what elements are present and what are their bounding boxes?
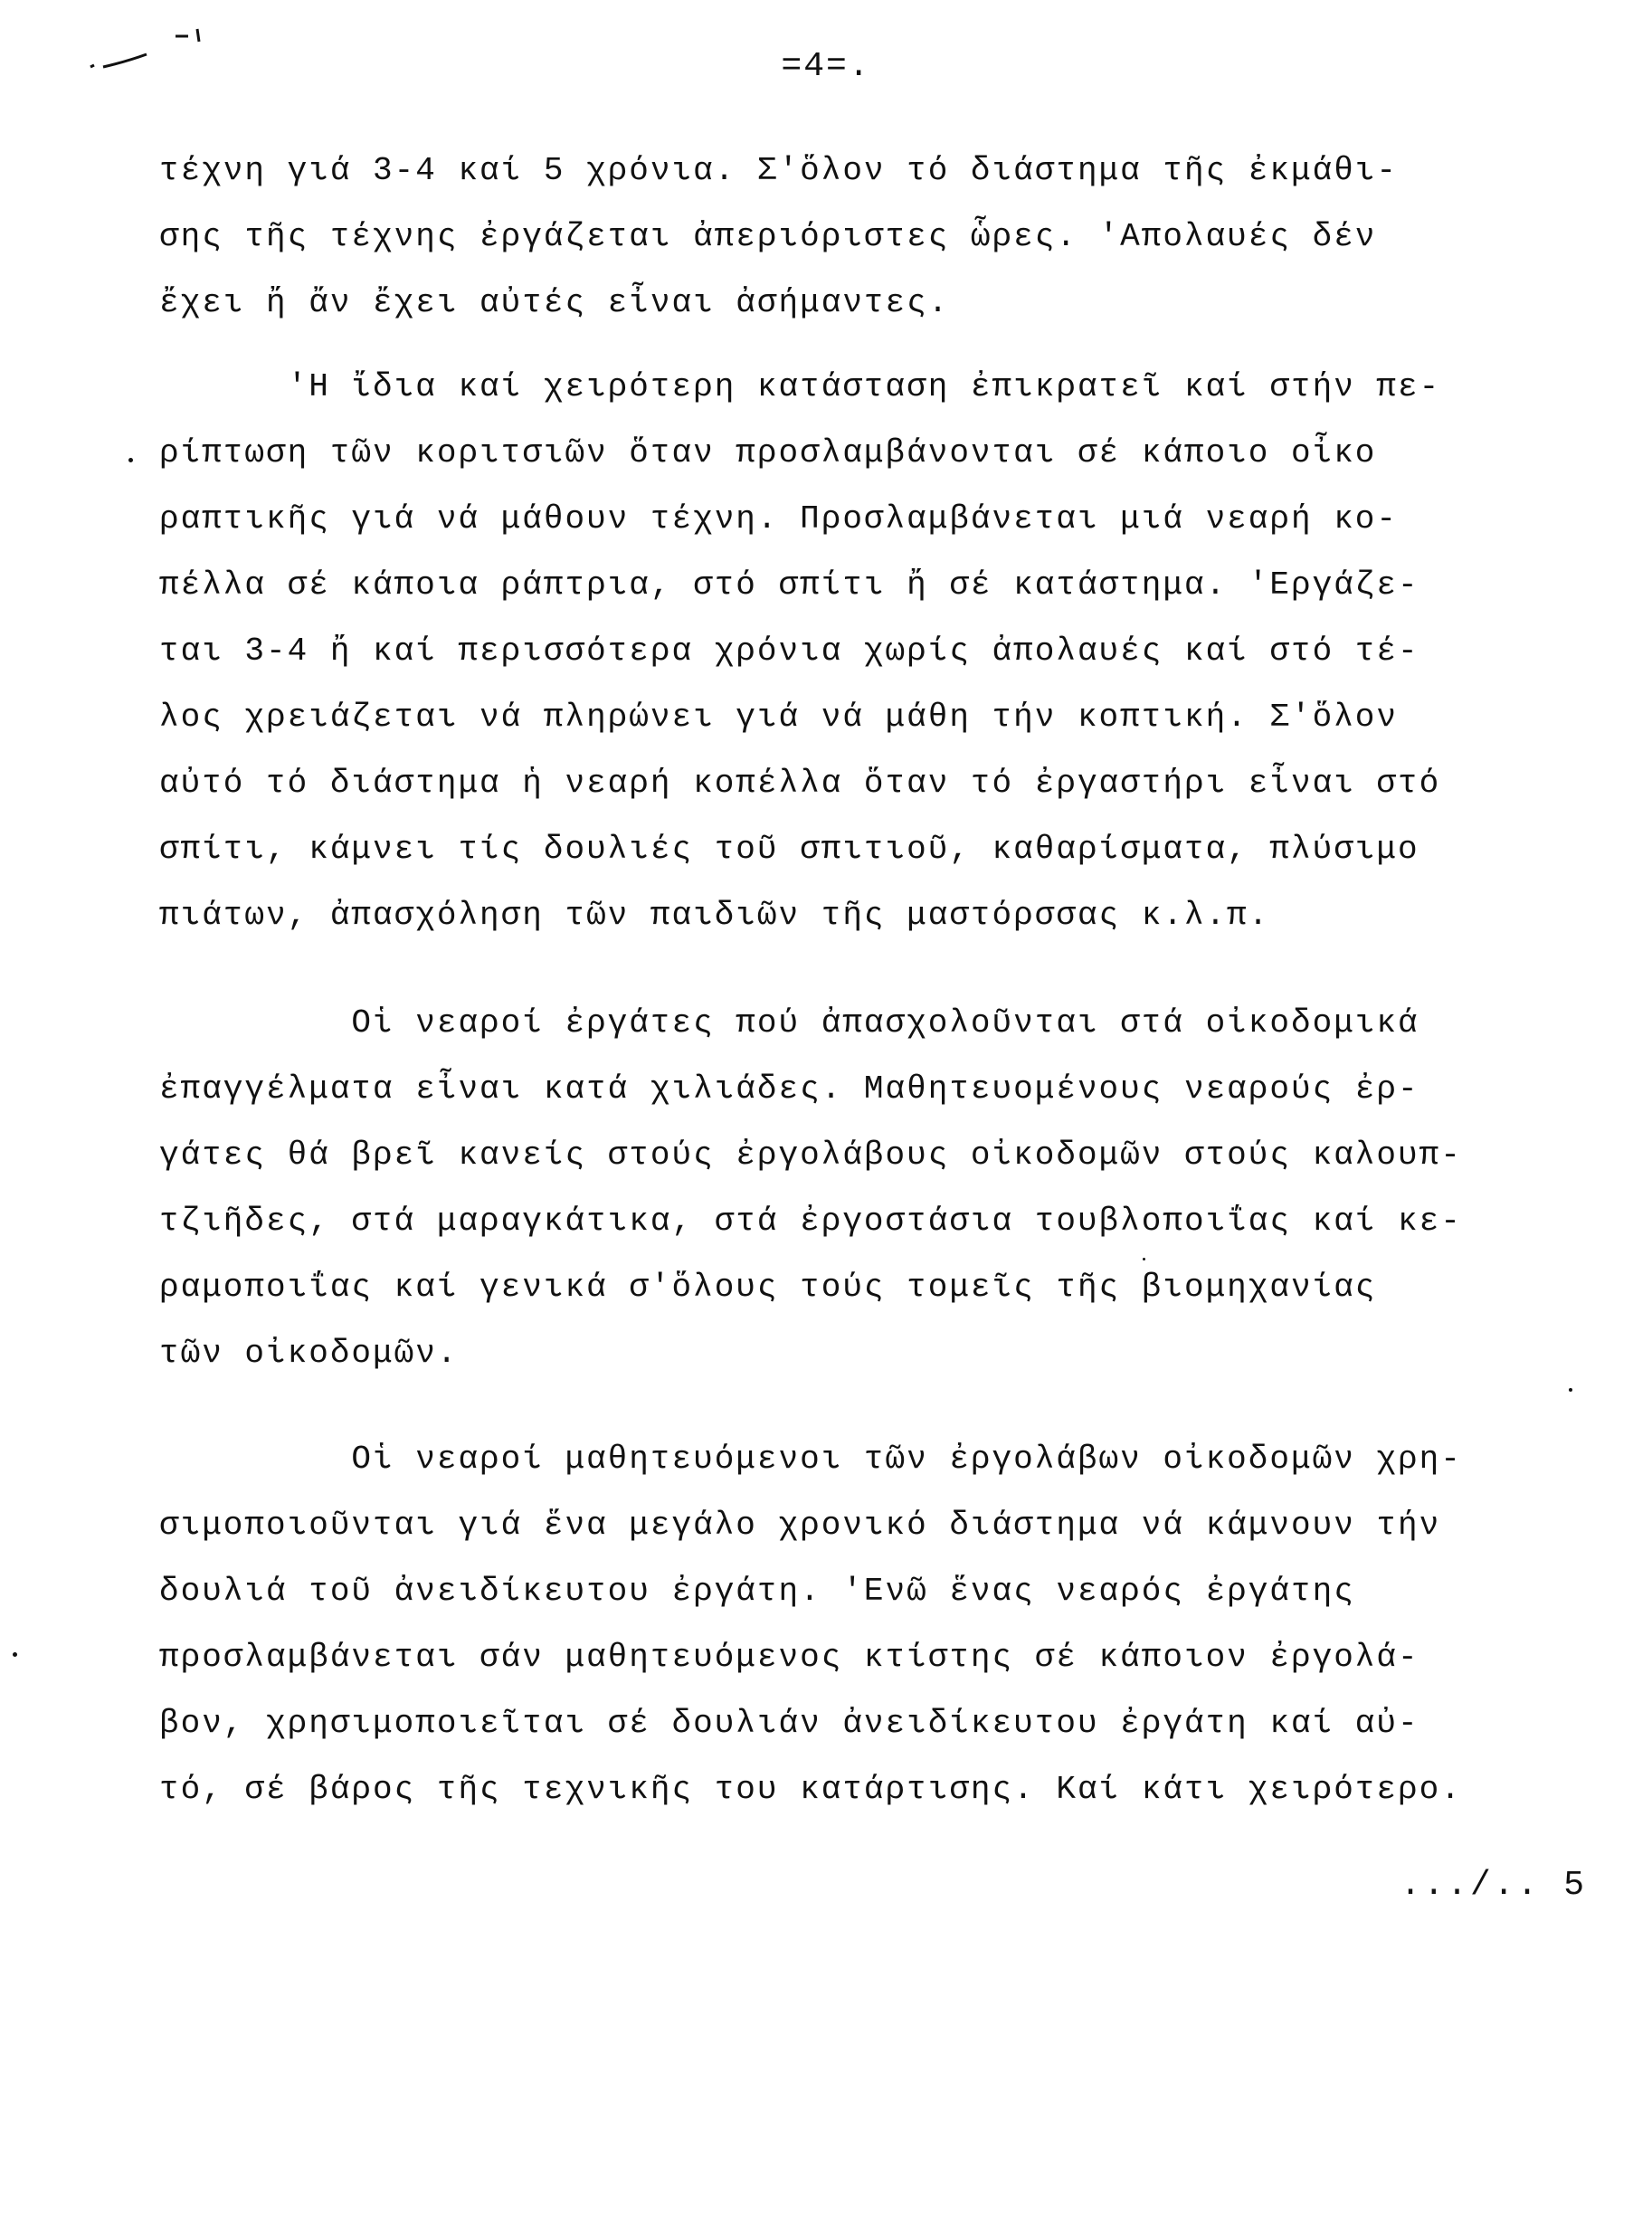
text-line: ἔχει ἤ ἄν ἔχει αὐτές εἶναι ἀσήμαντες. [159,284,950,321]
paragraph-3 [159,990,1652,1386]
text-line: ρίπτωση τῶν κοριτσιῶν ὅταν προσλαμβάνονται σέ κάποιο οἶκο [159,434,1377,471]
text-line: πέλλα σέ κάποια ράπτρια, στό σπίτι ἤ σέ κατάστημα. 'Εργάζε- [159,566,1419,604]
text-line: Οἱ νεαροί ἐργάτες πού ἀπασχολοῦνται στά οἰκοδομικά [159,1004,1419,1041]
text-line: λος χρειάζεται νά πληρώνει γιά νά μάθη τήν κοπτική. Σ'ὅλον [159,699,1399,736]
text-line: σπίτι, κάμνει τίς δουλιές τοῦ σπιτιοῦ, καθαρίσματα, πλύσιμο [159,831,1419,868]
text-line: τῶν οἰκοδομῶν. [159,1335,459,1372]
text-line: ἐπαγγέλματα εἶναι κατά χιλιάδες. Μαθητευομένους νεαρούς ἐρ- [159,1070,1419,1108]
text-line: σης τῆς τέχνης ἐργάζεται ἀπεριόριστες ὧρες. 'Απολαυές δέν [159,218,1377,255]
text-line: τέχνη γιά 3-4 καί 5 χρόνια. Σ'ὅλον τό διάστημα τῆς ἐκμάθι- [159,152,1399,189]
stray-mark-icon [81,24,226,78]
paragraph-4 [159,1426,1652,1822]
text-line: Οἱ νεαροί μαθητευόμενοι τῶν ἐργολάβων οἰκοδομῶν χρη- [159,1441,1462,1478]
text-line: προσλαμβάνεται σάν μαθητευόμενος κτίστης σέ κάποιον ἐργολά- [159,1639,1419,1676]
page-number: =4=. [781,47,871,86]
text-line: γάτες θά βρεῖ κανείς στούς ἐργολάβους οἰκοδομῶν στούς καλουπ- [159,1137,1462,1174]
text-line: τζιῆδες, στά μαραγκάτικα, στά ἐργοστάσια τουβλοποιΐας καί κε- [159,1203,1462,1240]
text-line: ραπτικῆς γιά νά μάθουν τέχνη. Προσλαμβάνεται μιά νεαρή κο- [159,500,1399,537]
paragraph-2 [159,354,1652,948]
text-line: δουλιά τοῦ ἀνειδίκευτου ἐργάτη. 'Ενῶ ἕνας νεαρός ἐργάτης [159,1573,1355,1610]
text-line: αὐτό τό διάστημα ἡ νεαρή κοπέλλα ὅταν τό ἐργαστήρι εἶναι στό [159,765,1441,802]
text-line: ραμοποιΐας καί γενικά σ'ὅλους τούς τομεῖς τῆς βιομηχανίας [159,1269,1377,1306]
paragraph-1 [159,138,1652,336]
text-line: ται 3-4 ἤ καί περισσότερα χρόνια χωρίς ἀπολαυές καί στό τέ- [159,632,1419,670]
text-line: βον, χρησιμοποιεῖται σέ δουλιάν ἀνειδίκευτου ἐργάτη καί αὐ- [159,1705,1419,1742]
speck-icon [1143,1258,1145,1260]
text-line: σιμοποιοῦνται γιά ἕνα μεγάλο χρονικό διάστημα νά κάμνουν τήν [159,1507,1441,1544]
speck-icon [128,458,133,462]
continuation-marker: .../.. 5 [1400,1866,1587,1905]
text-line: πιάτων, ἀπασχόληση τῶν παιδιῶν τῆς μαστόρσσας κ.λ.π. [159,897,1270,934]
text-line: τό, σέ βάρος τῆς τεχνικῆς του κατάρτισης. Καί κάτι χειρότερο. [159,1771,1462,1808]
speck-icon [1569,1388,1572,1392]
text-line: 'Η ἴδια καί χειρότερη κατάσταση ἐπικρατεῖ καί στήν πε- [159,368,1441,405]
speck-icon [13,1652,17,1657]
